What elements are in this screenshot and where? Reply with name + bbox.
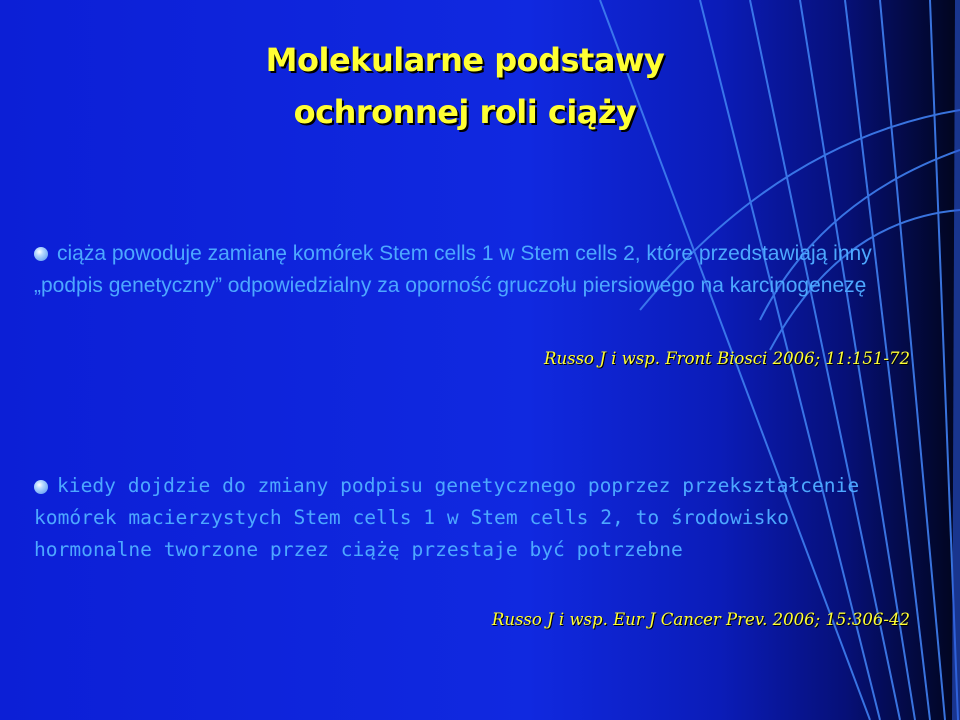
title-line-1: Molekularne podstawy xyxy=(265,41,665,79)
bullet-item-2 xyxy=(34,470,914,566)
reference-2: Russo J i wsp. Eur J Cancer Prev. 2006; 15:306-42 xyxy=(491,610,910,629)
slide-title xyxy=(0,34,930,138)
bullet-dot-icon xyxy=(34,480,48,494)
bullet-item-1 xyxy=(34,238,914,302)
bullet-text-2: kiedy dojdzie do zmiany podpisu genetycznego poprzez przekształcenie komórek macierzystych Stem cells 1 w Stem cells 2, to środowisko hormonalne tworzone przez ciążę przestaje być potrzebne xyxy=(34,474,860,561)
bullet-text-1: ciąża powoduje zamianę komórek Stem cells 1 w Stem cells 2, które przedstawiają inny „podpis genetyczny” odpowiedzialny za oporność gruczołu piersiowego na karcinogenezę xyxy=(34,242,872,297)
bullet-dot-icon xyxy=(34,247,48,261)
reference-1: Russo J i wsp. Front Biosci 2006; 11:151-72 xyxy=(544,349,910,368)
title-line-2: ochronnej roli ciąży xyxy=(293,93,637,131)
